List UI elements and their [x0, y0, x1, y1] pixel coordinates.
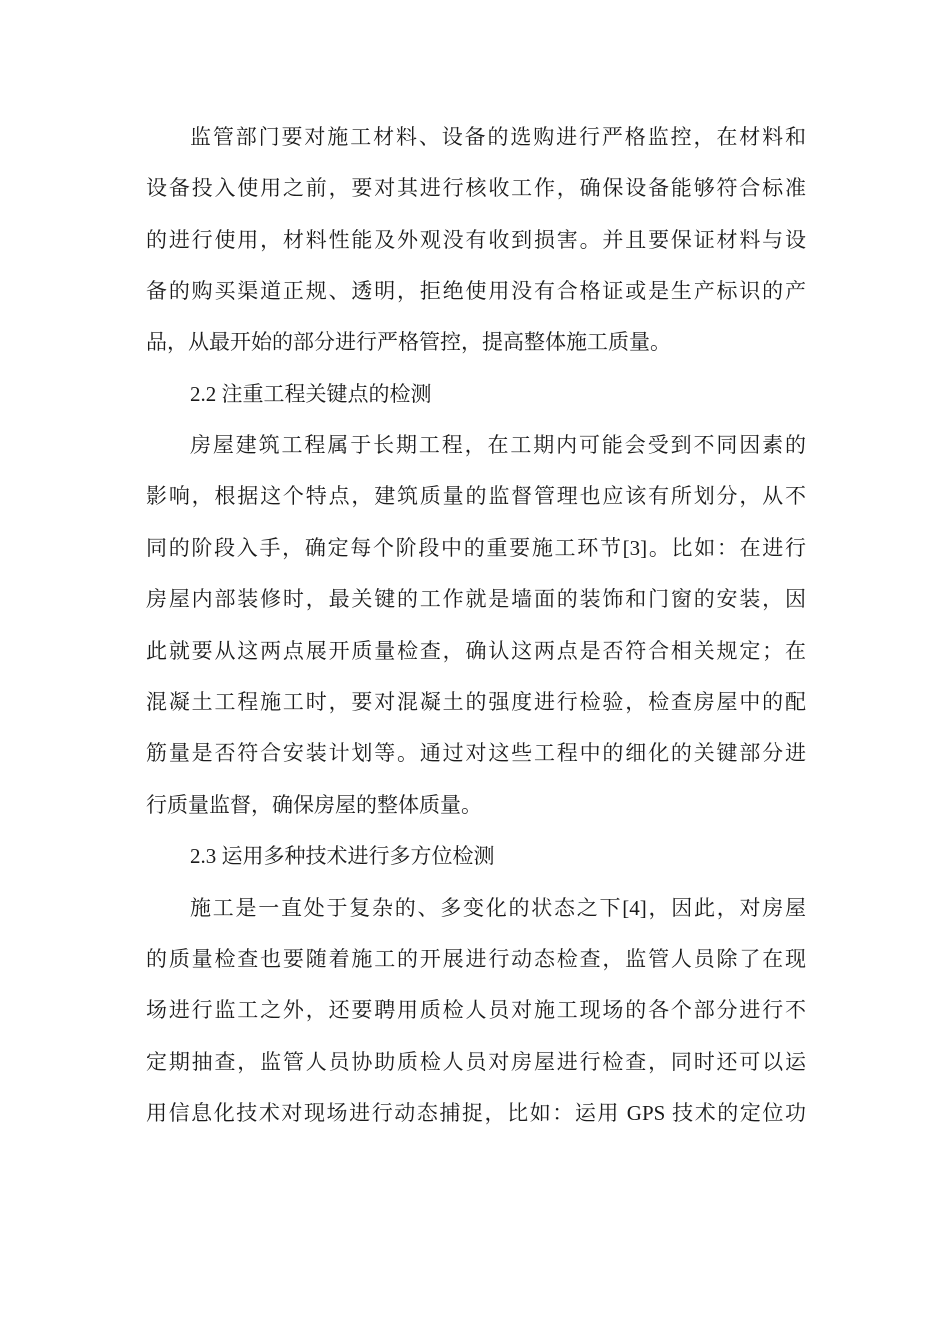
paragraph-3-line-4: 定期抽查，监管人员协助质检人员对房屋进行检查，同时还可以运 [146, 1050, 806, 1074]
paragraph-2-line-3: 同的阶段入手，确定每个阶段中的重要施工环节[3]。比如：在进行 [146, 536, 806, 560]
paragraph-1-line-3: 的进行使用，材料性能及外观没有收到损害。并且要保证材料与设 [146, 228, 806, 252]
paragraph-2-line-6: 混凝土工程施工时，要对混凝土的强度进行检验，检查房屋中的配 [146, 690, 806, 714]
paragraph-2-line-7: 筋量是否符合安装计划等。通过对这些工程中的细化的关键部分进 [146, 741, 806, 765]
paragraph-1-line-2: 设备投入使用之前，要对其进行核收工作，确保设备能够符合标准 [146, 176, 806, 200]
paragraph-3-line-3: 场进行监工之外，还要聘用质检人员对施工现场的各个部分进行不 [146, 998, 806, 1022]
section-heading-2-2: 2.2 注重工程关键点的检测 [190, 382, 432, 406]
section-heading-2-3: 2.3 运用多种技术进行多方位检测 [190, 844, 495, 868]
paragraph-2-line-1: 房屋建筑工程属于长期工程，在工期内可能会受到不同因素的 [190, 433, 806, 457]
paragraph-2-line-4: 房屋内部装修时，最关键的工作就是墙面的装饰和门窗的安装，因 [146, 587, 806, 611]
paragraph-3-line-5: 用信息化技术对现场进行动态捕捉，比如：运用 GPS 技术的定位功 [146, 1101, 806, 1125]
paragraph-2-line-8: 行质量监督，确保房屋的整体质量。 [146, 793, 482, 817]
paragraph-3-line-1: 施工是一直处于复杂的、多变化的状态之下[4]，因此，对房屋 [190, 896, 806, 920]
paragraph-3-line-2: 的质量检查也要随着施工的开展进行动态检查，监管人员除了在现 [146, 947, 806, 971]
paragraph-2-line-2: 影响，根据这个特点，建筑质量的监督管理也应该有所划分，从不 [146, 484, 806, 508]
paragraph-1-line-1: 监管部门要对施工材料、设备的选购进行严格监控，在材料和 [190, 125, 806, 149]
paragraph-2-line-5: 此就要从这两点展开质量检查，确认这两点是否符合相关规定；在 [146, 639, 806, 663]
paragraph-1-line-5: 品，从最开始的部分进行严格管控，提高整体施工质量。 [146, 330, 671, 354]
paragraph-1-line-4: 备的购买渠道正规、透明，拒绝使用没有合格证或是生产标识的产 [146, 279, 806, 303]
